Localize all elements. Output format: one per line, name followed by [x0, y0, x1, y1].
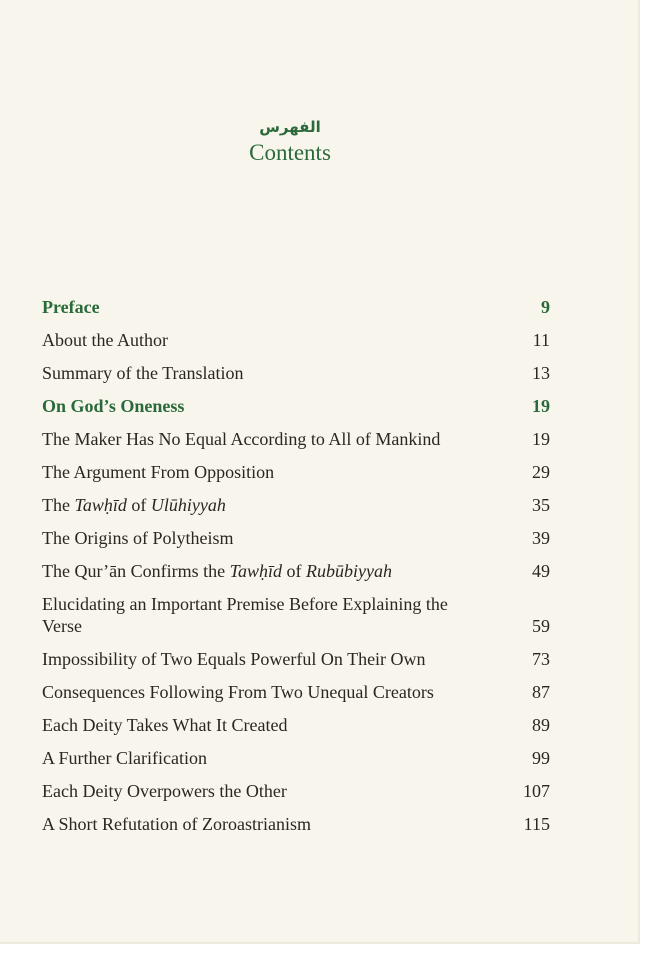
toc-entry-title: Each Deity Overpowers the Other	[42, 781, 287, 801]
title-text: of	[282, 561, 306, 581]
title-line: Elucidating an Important Premise Before Explaining the	[42, 594, 448, 614]
title-text: The Qur’ān Confirms the	[42, 561, 230, 581]
title-italic-text: Tawḥīd	[229, 561, 282, 581]
toc-entry-page: 49	[532, 561, 550, 581]
toc-entry	[42, 555, 550, 588]
toc-entry-page: 87	[532, 682, 550, 702]
toc-entry	[42, 643, 550, 676]
toc-entry-title	[42, 560, 550, 582]
toc-entry-page: 35	[532, 495, 550, 515]
title-italic-text: Rubūbiyyah	[306, 561, 392, 581]
table-of-contents	[42, 291, 550, 841]
toc-entry	[42, 390, 550, 423]
toc-entry	[42, 324, 550, 357]
title-line: Verse	[42, 616, 82, 636]
toc-entry-page: 107	[523, 781, 550, 801]
toc-entry-page: 73	[532, 649, 550, 669]
toc-entry	[42, 489, 550, 522]
toc-entry-page: 29	[532, 462, 550, 482]
toc-entry-title: A Short Refutation of Zoroastrianism	[42, 814, 311, 834]
title-text: of	[126, 495, 151, 515]
toc-entry-title: Preface	[42, 297, 100, 317]
toc-entry	[42, 775, 550, 808]
toc-entry-title: About the Author	[42, 330, 168, 350]
toc-entry	[42, 522, 550, 555]
contents-heading: Contents	[249, 140, 331, 165]
toc-entry	[42, 808, 550, 841]
toc-entry-title: A Further Clarification	[42, 748, 207, 768]
toc-entry-page: 9	[541, 297, 550, 317]
toc-entry	[42, 709, 550, 742]
title-italic-text: Ulūhiyyah	[150, 495, 226, 515]
toc-entry-title: Consequences Following From Two Unequal Creators	[42, 682, 434, 702]
toc-entry-title	[42, 593, 550, 637]
toc-entry-page: 39	[532, 528, 550, 548]
toc-entry-page: 19	[532, 429, 550, 449]
toc-entry	[42, 456, 550, 489]
toc-entry	[42, 676, 550, 709]
toc-entry-title: The Maker Has No Equal According to All of Mankind	[42, 429, 441, 449]
toc-entry-page: 115	[523, 814, 550, 834]
toc-entry-page: 13	[532, 363, 550, 383]
toc-entry-title: The Origins of Polytheism	[42, 528, 234, 548]
toc-entry	[42, 742, 550, 775]
toc-entry-title: Impossibility of Two Equals Powerful On Their Own	[42, 649, 426, 669]
toc-entry	[42, 588, 550, 643]
toc-entry-page: 99	[532, 748, 550, 768]
toc-entry-title: The Argument From Opposition	[42, 462, 275, 482]
toc-entry	[42, 291, 550, 324]
toc-entry-page: 59	[532, 616, 550, 636]
arabic-heading: الفهرس	[259, 118, 321, 136]
toc-entry	[42, 423, 550, 456]
toc-entry-title	[42, 494, 550, 516]
toc-entry-page: 11	[532, 330, 550, 350]
toc-entry-title: On God’s Oneness	[42, 396, 185, 416]
title-text: The	[42, 495, 75, 515]
toc-entry-title: Each Deity Takes What It Created	[42, 715, 288, 735]
title-italic-text: Tawḥīd	[74, 495, 127, 515]
toc-entry-title: Summary of the Translation	[42, 363, 244, 383]
toc-entry-page: 19	[532, 396, 550, 416]
toc-entry	[42, 357, 550, 390]
toc-entry-page: 89	[532, 715, 550, 735]
